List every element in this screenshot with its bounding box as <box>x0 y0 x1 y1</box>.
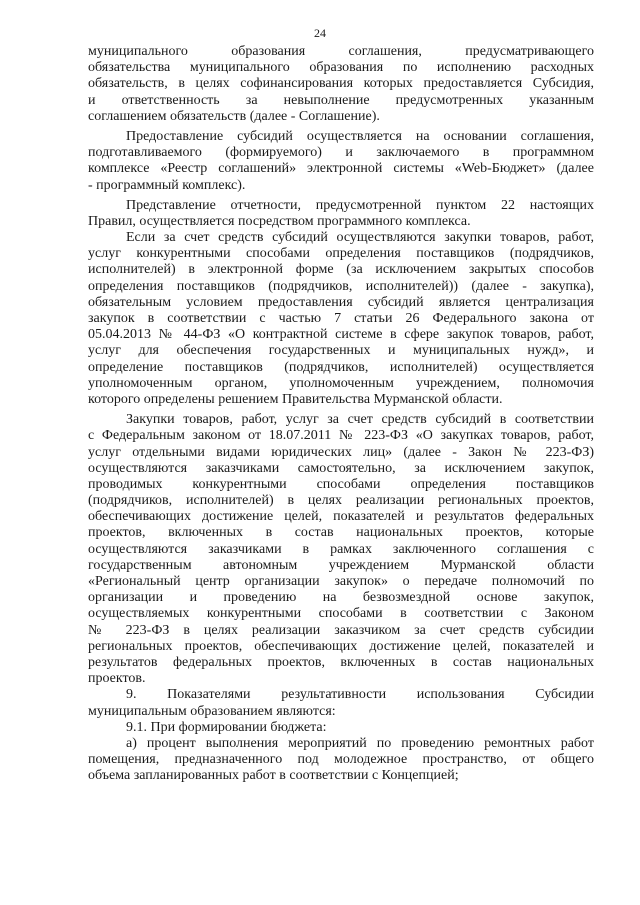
text-line: обязательным условием предоставления субсидий является централизация <box>88 294 594 310</box>
text-line: «Региональный центр организации закупок» о передаче полномочий по <box>88 574 594 589</box>
text-line: уполномоченным органом, уполномоченным учреждением, полномочия <box>88 375 594 391</box>
text-line: услуг конкурентными способами определения поставщиков (подрядчиков, <box>88 246 594 262</box>
text-line: которого определены решением Правительства Мурманской области. <box>88 391 503 407</box>
text-line: обязательства муниципального образования по исполнению расходных <box>88 60 594 76</box>
text-line: исполнителей) в электронной форме (за исключением закрытых способов <box>88 262 594 278</box>
text-line: обязательств, в целях софинансирования которых предоставляется Субсидия, <box>88 76 594 92</box>
text-line: № 223-ФЗ в целях реализации заказчиком за счет средств субсидии <box>88 622 594 638</box>
text-line: с Федеральным законом от 18.07.2011 № 223-ФЗ «О закупках товаров, работ, <box>88 428 594 444</box>
text-line: определение поставщиков (подрядчиков, исполнителей) осуществляется <box>88 359 594 375</box>
text-line: помещения, предназначенного под молодежное пространство, от общего <box>88 752 594 768</box>
text-line: закупок в соответствии с частью 7 статьи 26 Федерального закона от <box>88 311 594 326</box>
text-line: проводимых конкурентными способами определения поставщиков <box>88 476 594 492</box>
text-line: Если за счет средств субсидий осуществляются закупки товаров, работ, <box>126 230 594 246</box>
text-line: услуг для обеспечения государственных и муниципальных нужд», и <box>88 343 594 359</box>
text-line: муниципального образования соглашения, предусматривающего <box>88 44 594 59</box>
text-line: муниципальным образованием являются: <box>88 703 336 719</box>
text-line: (подрядчиков, исполнителей) в целях реализации региональных проектов, <box>88 493 594 509</box>
text-line: Правил, осуществляется посредством программного комплекса. <box>88 213 471 229</box>
text-line: 9. Показателями результативности использования Субсидии <box>126 687 594 703</box>
text-line: и ответственность за невыполнение предусмотренных указанным <box>88 92 594 108</box>
text-line: осуществляются заказчиками самостоятельно, за исключением закупок, <box>88 460 594 476</box>
text-line: - программный комплекс). <box>88 177 246 193</box>
text-line: государственным автономным учреждением Мурманской области <box>88 557 594 573</box>
text-line: определения поставщиков (подрядчиков, исполнителей)) (далее - закупка), <box>88 278 594 294</box>
text-line: региональных проектов, обеспечивающих достижение целей, показателей и <box>88 638 594 654</box>
page-number: 24 <box>314 26 326 40</box>
text-line: обеспечивающих достижение целей, показателей и результатов федеральных <box>88 509 594 525</box>
text-line: соглашением обязательств (далее - Соглашение). <box>88 108 380 124</box>
text-line: Закупки товаров, работ, услуг за счет средств субсидий в соответствии <box>126 412 594 428</box>
text-line: проектов, включенных в состав национальных проектов, которые <box>88 525 594 541</box>
text-line: осуществляемых конкурентными способами в соответствии с Законом <box>88 606 594 622</box>
text-line: объема запланированных работ в соответствии с Концепцией; <box>88 768 459 784</box>
text-line: подготавливаемого (формируемого) и заключаемого в программном <box>88 145 594 161</box>
text-line: проектов. <box>88 671 146 687</box>
text-line: 9.1. При формировании бюджета: <box>126 719 327 735</box>
text-line: комплексе «Реестр соглашений» электронной системы «Web-Бюджет» (далее <box>88 161 594 177</box>
text-line: организации и проведению на безвозмездной основе закупок, <box>88 590 594 606</box>
text-line: результатов федеральных проектов, включенных в состав национальных <box>88 654 594 670</box>
text-line: услуг отдельными видами юридических лиц» (далее - Закон № 223-ФЗ) <box>88 444 594 460</box>
text-line: Представление отчетности, предусмотренной пунктом 22 настоящих <box>126 197 594 213</box>
document-body <box>88 44 594 784</box>
text-line: осуществляются заказчиками в рамках заключенного соглашения с <box>88 541 594 557</box>
text-line: а) процент выполнения мероприятий по проведению ремонтных работ <box>126 735 594 751</box>
text-line: 05.04.2013 № 44-ФЗ «О контрактной системе в сфере закупок товаров, работ, <box>88 327 594 343</box>
text-line: Предоставление субсидий осуществляется на основании соглашения, <box>126 128 594 144</box>
